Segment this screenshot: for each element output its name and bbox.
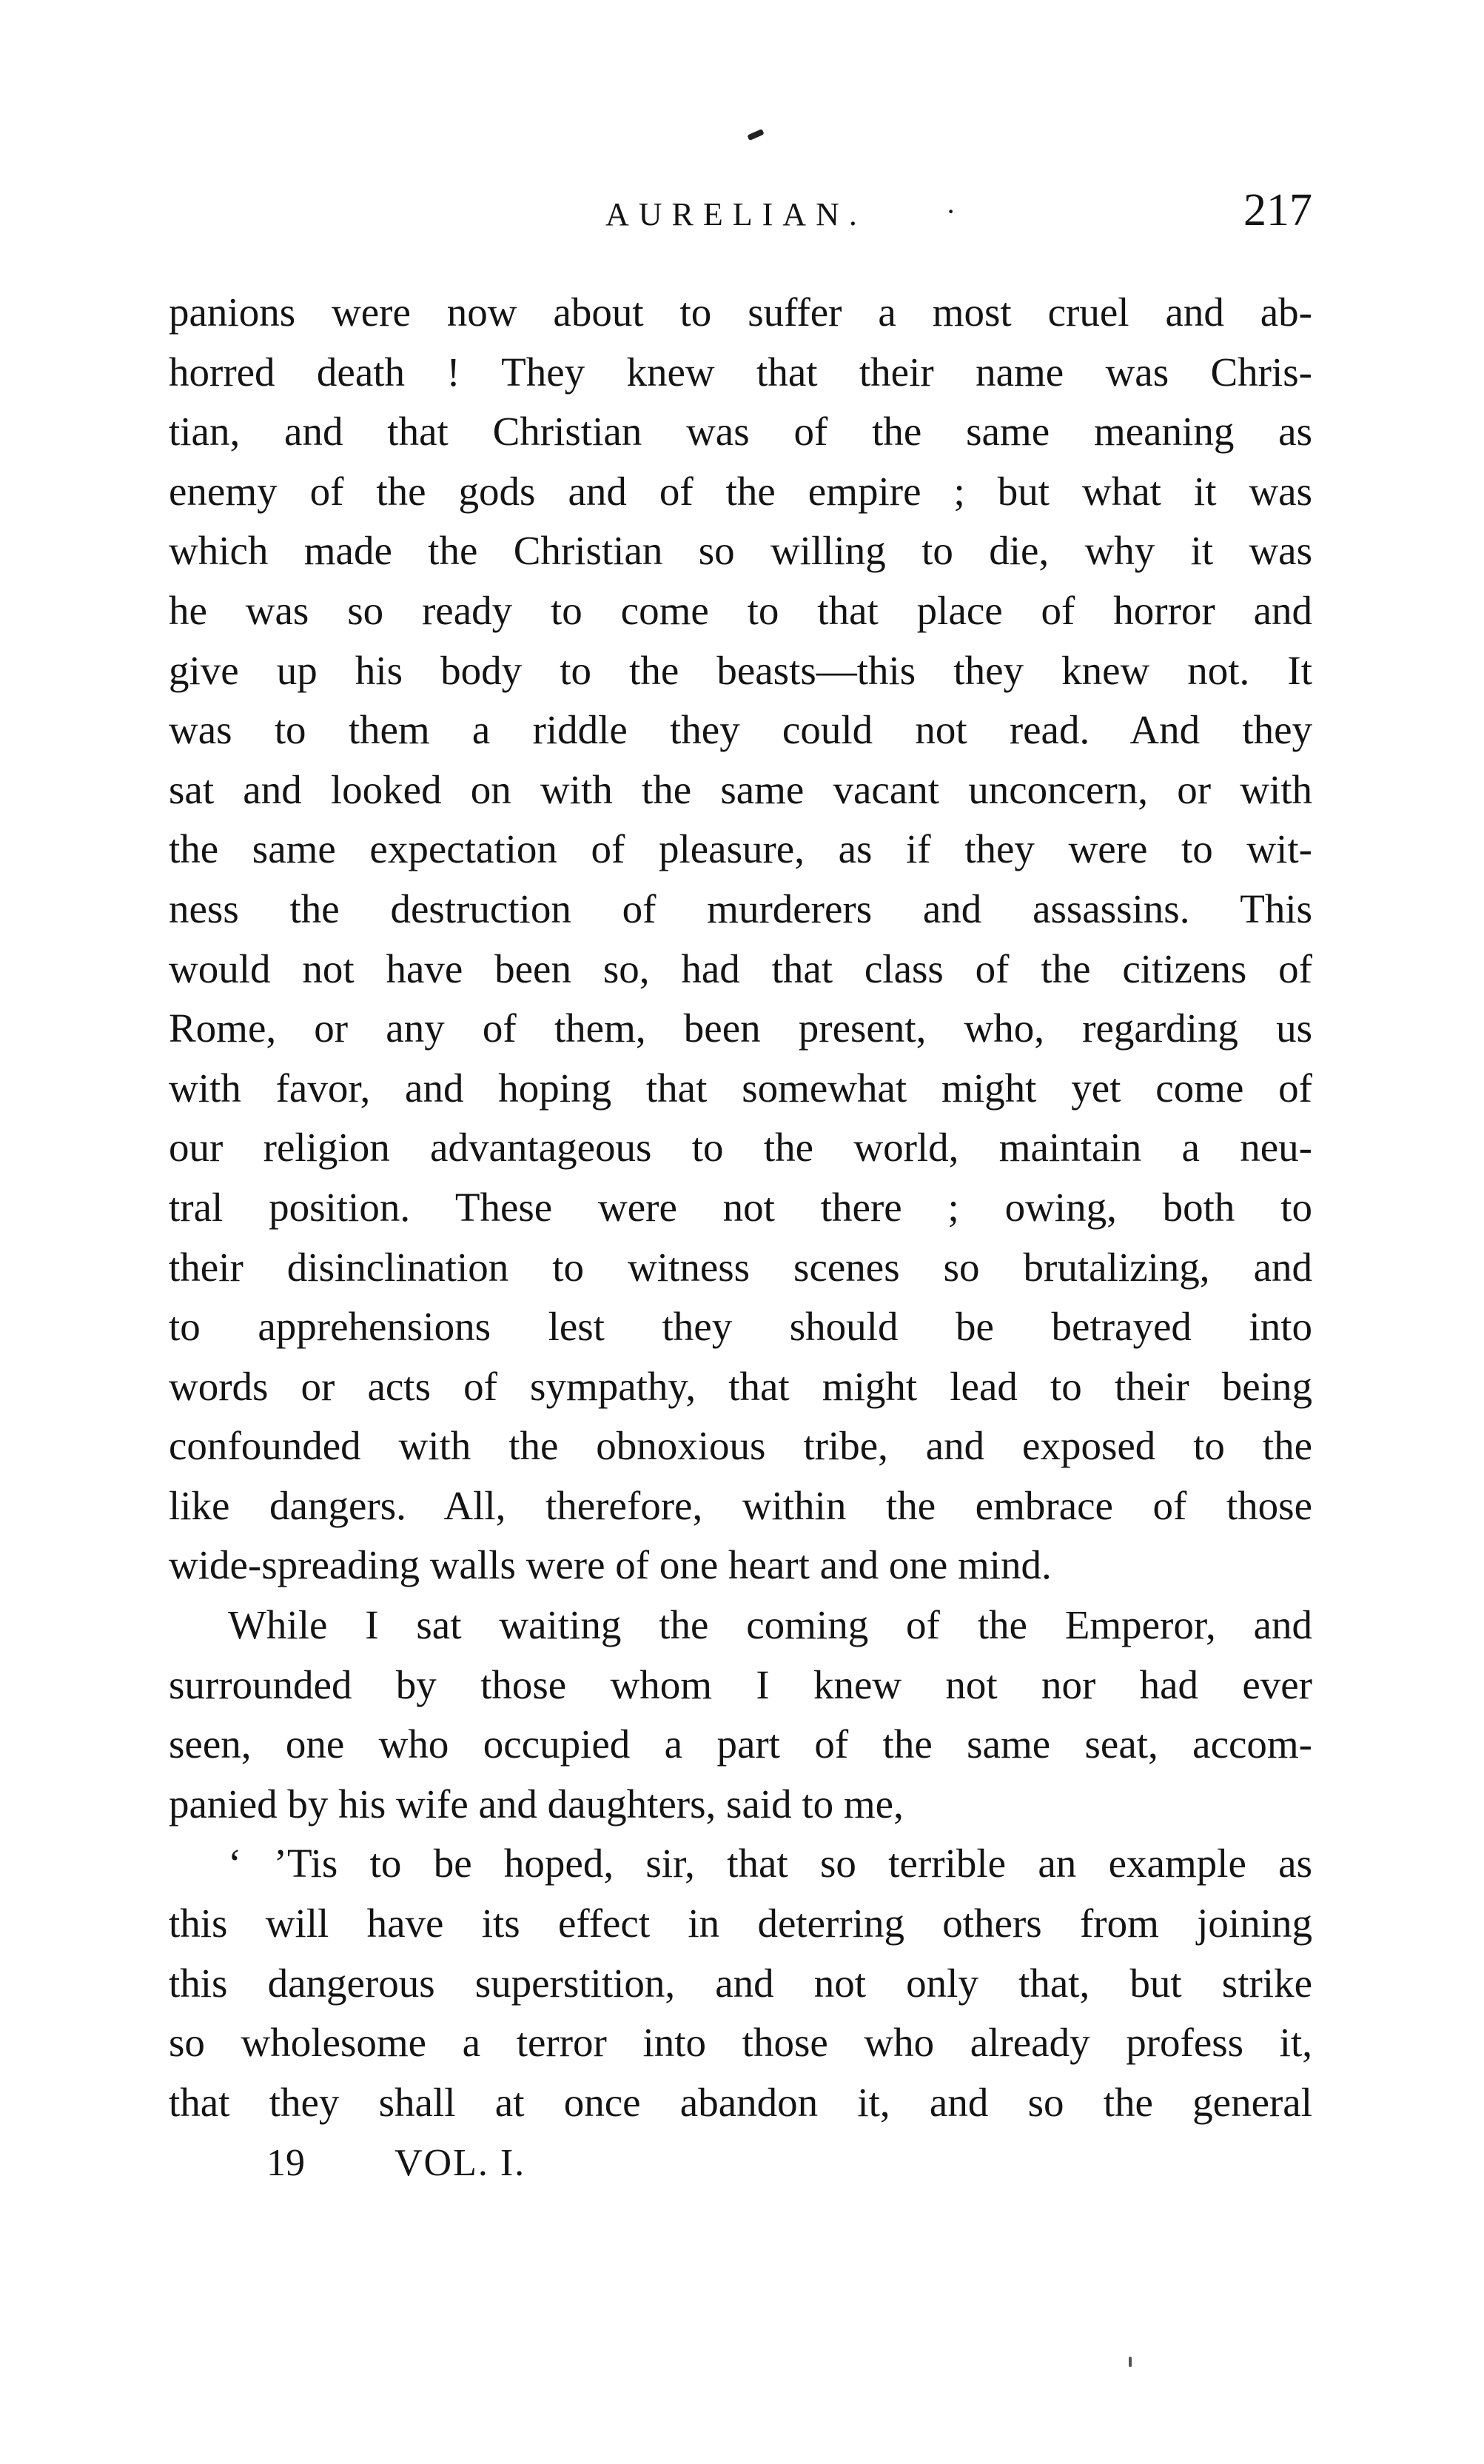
text-line: ness the destruction of murderers and assassins. This bbox=[169, 886, 1312, 931]
text-line: panions were now about to suffer a most cruel and ab- bbox=[169, 289, 1312, 335]
page-number: 217 bbox=[1243, 185, 1312, 235]
text-line: ‘ ’Tis to be hoped, sir, that so terrible an example as bbox=[228, 1841, 1312, 1886]
text-line: tian, and that Christian was of the same meaning as bbox=[169, 409, 1312, 455]
text-line: which made the Christian so willing to die, why it was bbox=[169, 528, 1312, 574]
text-line: their disinclination to witness scenes so brutalizing, and bbox=[169, 1244, 1312, 1290]
text-line: this will have its effect in deterring others from joining bbox=[169, 1901, 1312, 1946]
text-line: like dangers. All, therefore, within the embrace of those bbox=[169, 1482, 1312, 1528]
text-line: confounded with the obnoxious tribe, and exposed to the bbox=[169, 1423, 1312, 1469]
text-line: to apprehensions lest they should be betrayed into bbox=[169, 1304, 1312, 1350]
text-line: would not have been so, had that class of the citizens of bbox=[169, 945, 1312, 991]
text-line: with favor, and hoping that somewhat might yet come of bbox=[169, 1065, 1312, 1111]
text-line: tral position. These were not there ; owing, both to bbox=[169, 1184, 1312, 1230]
ink-mark bbox=[747, 129, 764, 141]
text-line: panied by his wife and daughters, said to me, bbox=[169, 1781, 904, 1827]
text-line: was to them a riddle they could not read. And they bbox=[169, 707, 1312, 753]
body-text bbox=[169, 283, 1312, 2132]
signature-number: 19 bbox=[266, 2142, 305, 2184]
text-line: so wholesome a terror into those who already profess it, bbox=[169, 2020, 1312, 2066]
running-head-separator: · bbox=[946, 195, 956, 228]
volume-label: VOL. I. bbox=[394, 2142, 526, 2184]
text-line: While I sat waiting the coming of the Emperor, and bbox=[228, 1602, 1312, 1648]
text-line: wide-spreading walls were of one heart and one mind. bbox=[169, 1542, 1052, 1588]
text-line: that they shall at once abandon it, and so the general bbox=[169, 2079, 1312, 2125]
text-line: horred death ! They knew that their name was Chris- bbox=[169, 349, 1312, 395]
running-title: AURELIAN. bbox=[605, 196, 867, 232]
signature-line bbox=[266, 2138, 526, 2189]
text-line: this dangerous superstition, and not only that, but strike bbox=[169, 1960, 1312, 2006]
text-line: words or acts of sympathy, that might lead to their being bbox=[169, 1363, 1312, 1409]
text-line: seen, one who occupied a part of the same seat, accom- bbox=[169, 1721, 1312, 1767]
text-line: surrounded by those whom I knew not nor had ever bbox=[169, 1661, 1312, 1707]
text-line: the same expectation of pleasure, as if they were to wit- bbox=[169, 826, 1312, 872]
text-line: sat and looked on with the same vacant unconcern, or with bbox=[169, 766, 1312, 812]
text-line: our religion advantageous to the world, maintain a neu- bbox=[169, 1125, 1312, 1171]
ink-mark bbox=[1129, 2357, 1132, 2367]
text-line: he was so ready to come to that place of horror and bbox=[169, 587, 1312, 633]
text-line: Rome, or any of them, been present, who, regarding us bbox=[169, 1005, 1312, 1051]
running-head bbox=[169, 185, 1312, 244]
text-line: enemy of the gods and of the empire ; but what it was bbox=[169, 468, 1312, 514]
text-line: give up his body to the beasts—this they knew not. It bbox=[169, 647, 1312, 693]
